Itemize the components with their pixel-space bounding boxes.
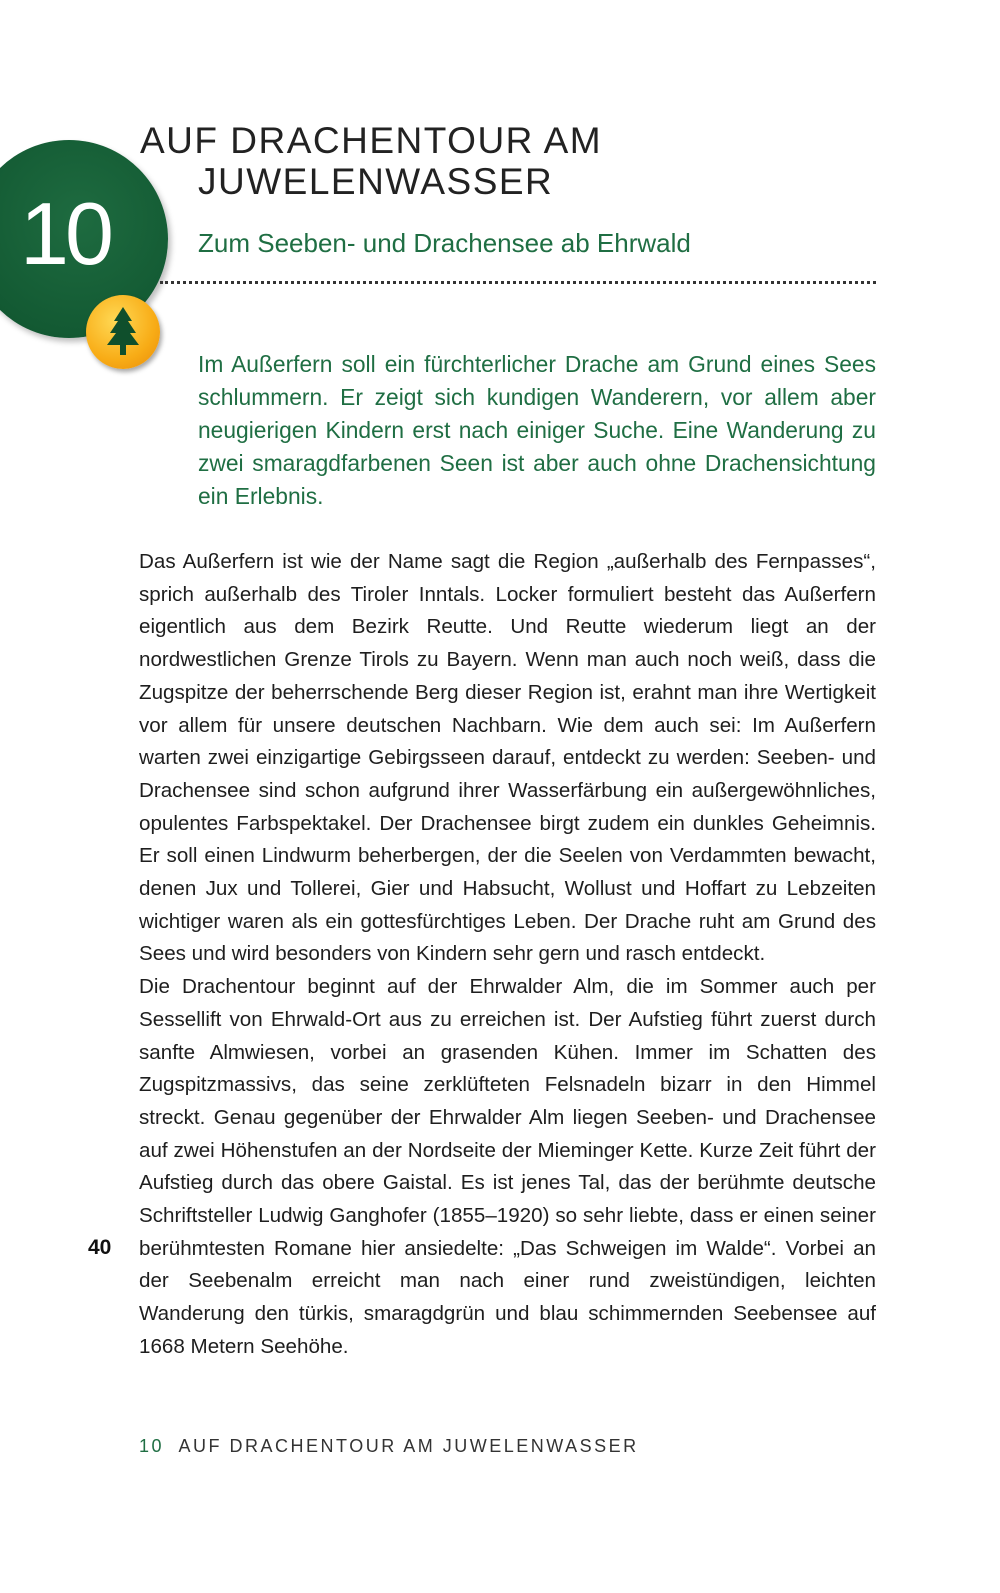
tree-icon [103, 305, 143, 357]
intro-paragraph: Im Außerfern soll ein fürchterlicher Drache am Grund eines Sees schlummern. Er zeigt sich kundigen Wanderern, vor allem aber neugierigen Kindern erst nach einiger Suche. Eine Wanderung zu zwei smaragdfarbenen Seen ist aber auch ohne Drachensichtung ein Erlebnis. [198, 351, 876, 509]
body-text [139, 546, 876, 1364]
body-paragraph-1: Das Außerfern ist wie der Name sagt die Region „außerhalb des Fernpasses“, sprich außerhalb des Tiroler Inntals. Locker formuliert besteht das Außerfern eigentlich aus dem Bezirk Reutte. Und Reutte wiederum liegt an der nordwestlichen Grenze Tirols zu Bayern. Wenn man auch noch weiß, dass die Zugspitze der beherrschende Berg dieser Region ist, erahnt man ihre Wertigkeit vor allem für unsere deutschen Nachbarn. Wie dem auch sei: Im Außerfern warten zwei einzigartige Gebirgsseen darauf, entdeckt zu werden: Seeben- und Drachensee sind schon aufgrund ihrer Wasserfärbung ein außergewöhnliches, opulentes Farbspektakel. Der Drachensee birgt zudem ein dunkles Geheimnis. Er soll einen Lindwurm beherbergen, der die Seelen von Verdammten bewacht, denen Jux und Tollerei, Gier und Habsucht, Wollust und Hoffart zu Lebzeiten wichtiger waren als ein gottesfürchtiges Leben. Der Drache ruht am Grund des Sees und wird besonders von Kindern sehr gern und rasch entdeckt. [139, 550, 876, 966]
footer-chapter-number: 10 [139, 1436, 165, 1456]
chapter-title-line2: JUWELENWASSER [198, 161, 554, 202]
chapter-number: 10 [20, 184, 110, 283]
running-footer [139, 1436, 639, 1457]
chapter-title-line1: AUF DRACHENTOUR AM [140, 120, 603, 161]
chapter-subtitle: Zum Seeben- und Drachensee ab Ehrwald [198, 228, 691, 258]
page-number: 40 [88, 1236, 112, 1259]
chapter-title [140, 120, 900, 202]
difficulty-badge [86, 295, 160, 369]
body-paragraph-2: Die Drachentour beginnt auf der Ehrwalder Alm, die im Sommer auch per Sessellift von Ehrwald-Ort aus zu erreichen ist. Der Aufstieg führt zuerst durch sanfte Almwiesen, vorbei an grasenden Kühen. Immer im Schatten des Zugspitzmassivs, das seine zerklüfteten Felsnadeln bizarr in den Himmel streckt. Genau gegenüber der Ehrwalder Alm liegen Seeben- und Drachensee auf zwei Höhenstufen an der Nordseite der Mieminger Kette. Kurze Zeit führt der Aufstieg durch das obere Gaistal. Es ist jenes Tal, das der berühmte deutsche Schriftsteller Ludwig Ganghofer (1855–1920) so sehr liebte, dass er einen seiner berühmtesten Romane hier ansiedelte: „Das Schweigen im Walde“. Vorbei an der Seebenalm erreicht man nach einer rund zweistündigen, leichten Wanderung den türkis, smaragdgrün und blau schimmernden Seebensee auf 1668 Metern Seehöhe. [139, 975, 876, 1358]
dotted-divider [160, 281, 876, 284]
footer-title: AUF DRACHENTOUR AM JUWELENWASSER [178, 1436, 639, 1456]
